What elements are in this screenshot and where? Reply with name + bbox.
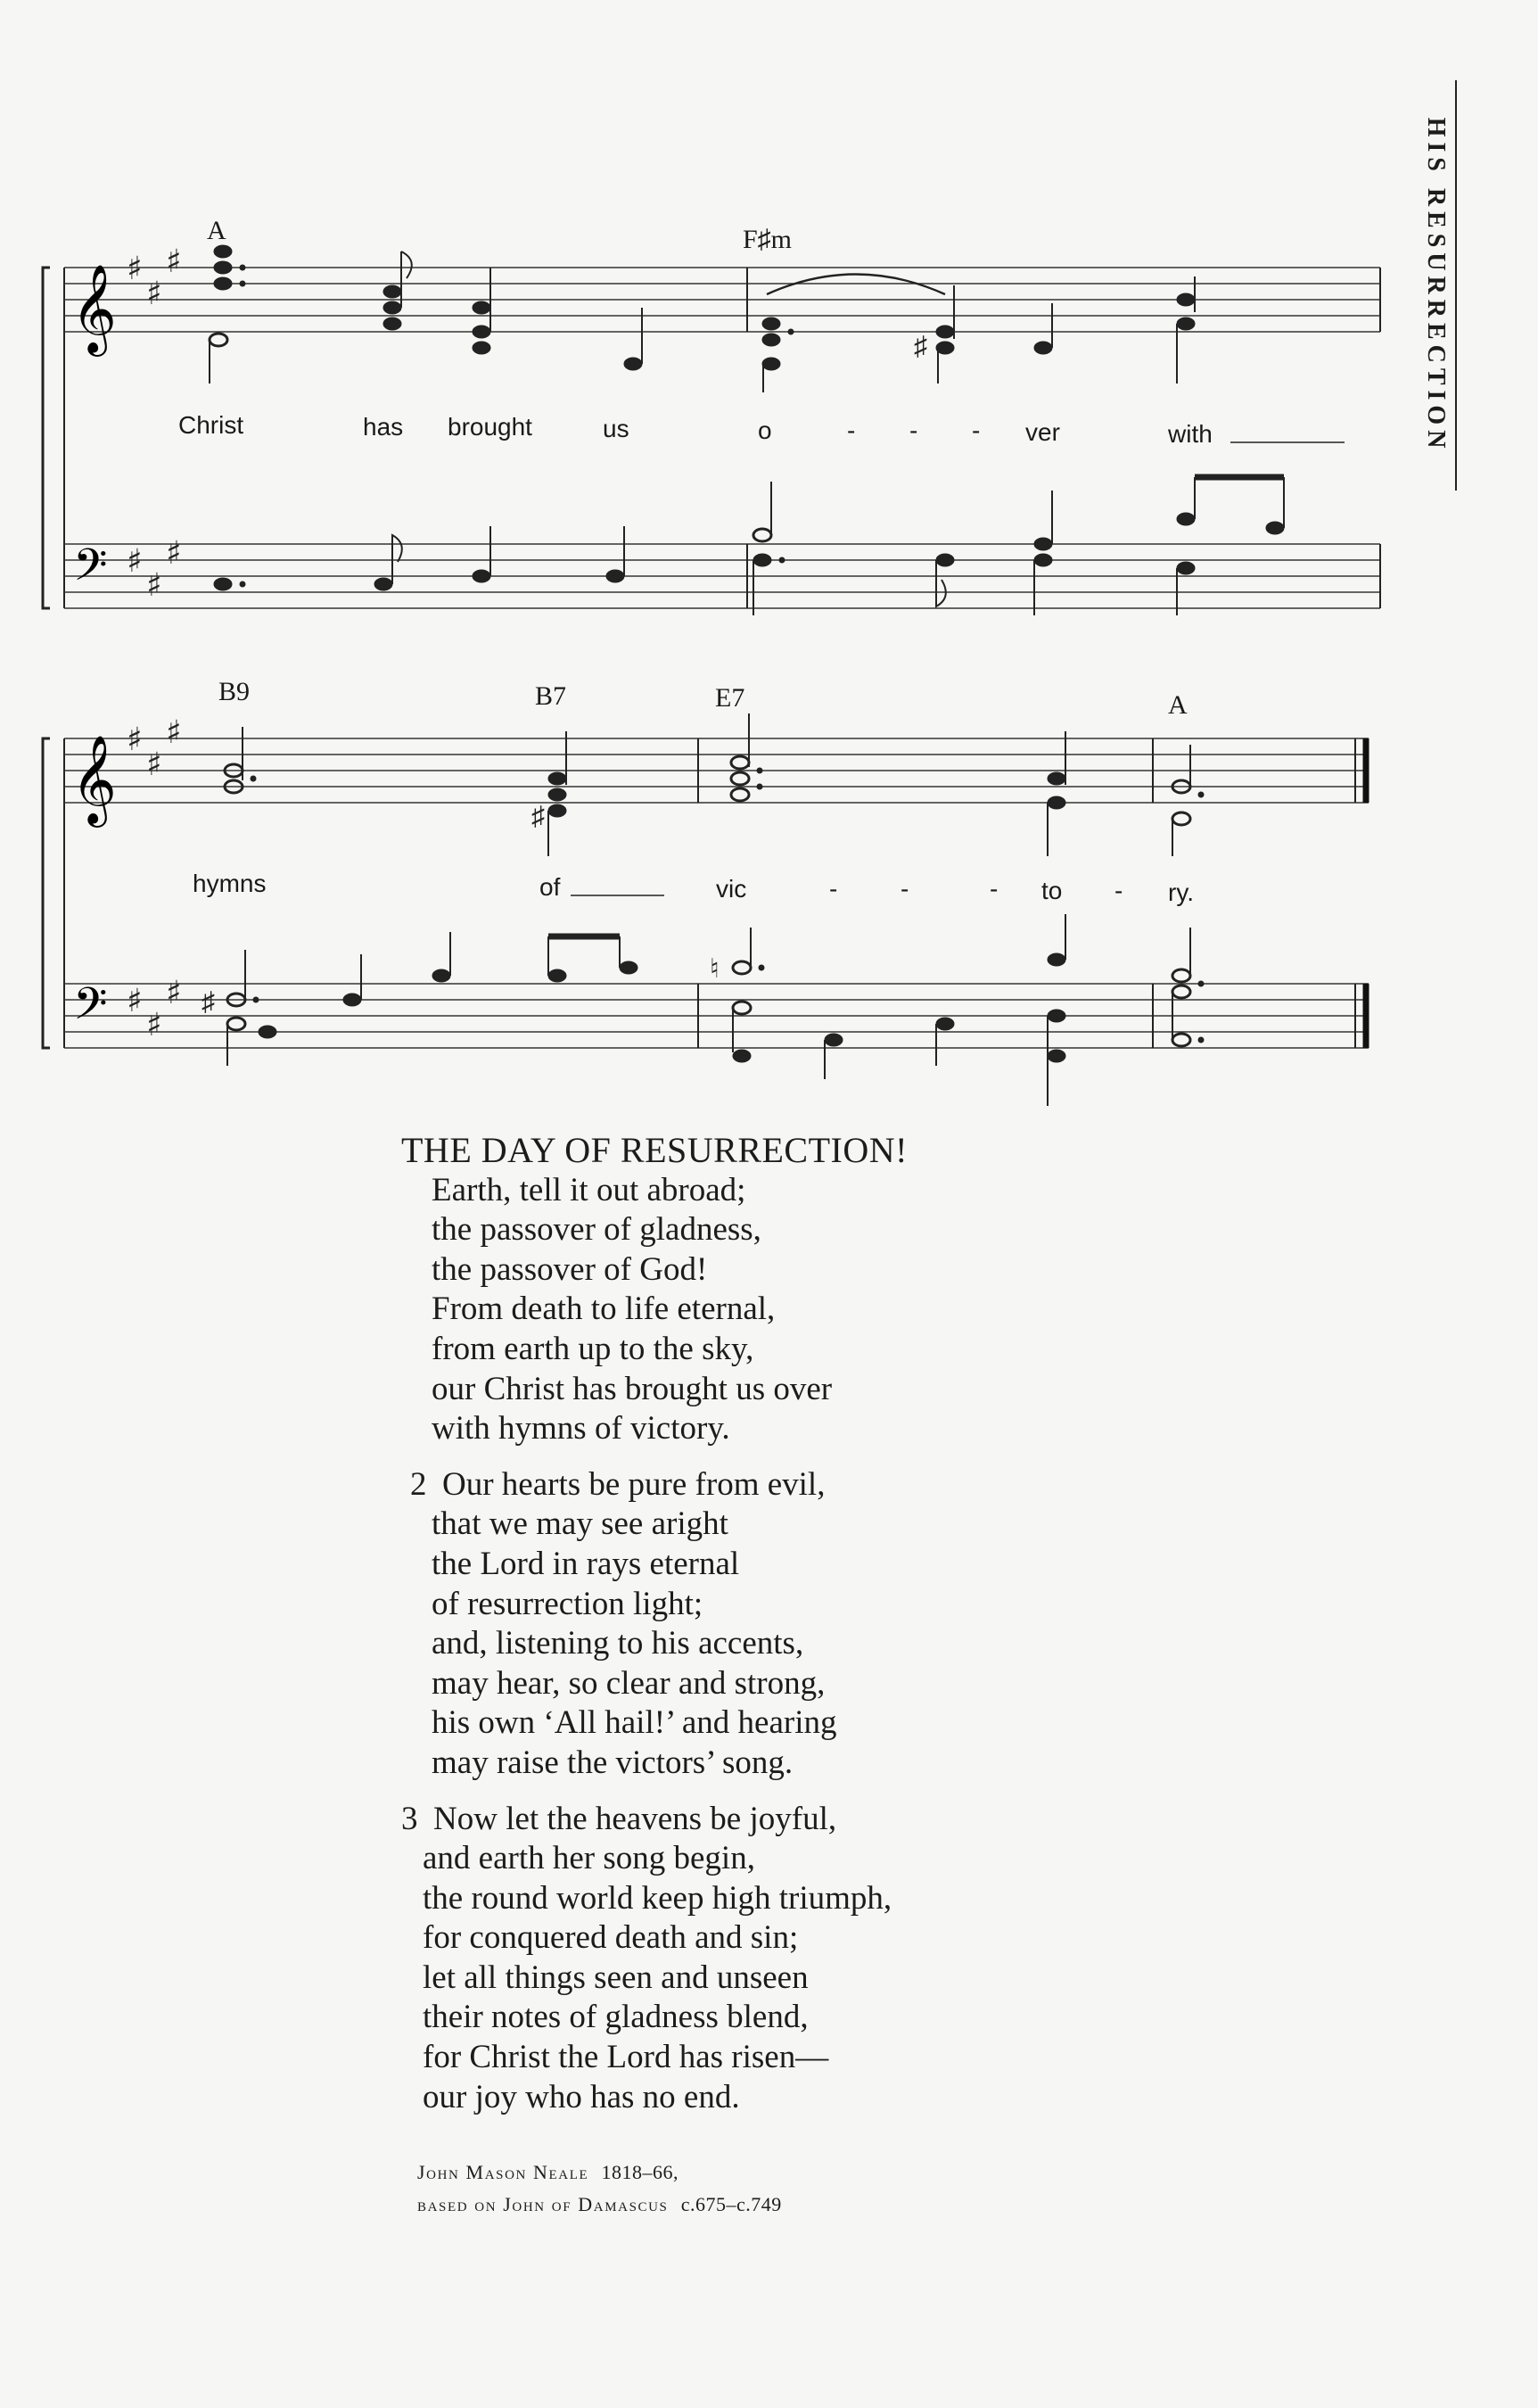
lyric-syllable: -	[847, 416, 856, 444]
verse-line: may raise the victors’ song.	[432, 1744, 794, 1781]
svg-text:♯: ♯	[127, 251, 143, 287]
lyric-syllable: has	[363, 413, 404, 441]
svg-text:♯: ♯	[166, 243, 182, 280]
lyric-syllable: -	[1114, 877, 1123, 904]
system-2-brace	[43, 738, 50, 1048]
lyric-syllable: hymns	[193, 870, 267, 897]
chord-symbol: E7	[715, 683, 745, 713]
verse-line: and earth her song begin,	[423, 1840, 755, 1877]
key-signature-bass-2	[127, 975, 181, 1043]
lyric-syllable: us	[603, 415, 629, 442]
svg-text:♯: ♯	[146, 567, 162, 604]
bass-notes-1	[214, 477, 1284, 615]
lyric-syllable: with	[1168, 420, 1213, 448]
svg-text:♯: ♯	[146, 1007, 162, 1043]
verse-line: the passover of gladness,	[432, 1211, 761, 1249]
attribution	[417, 2156, 782, 2221]
verse-line: may hear, so clear and strong,	[432, 1664, 826, 1702]
key-signature-treble-1	[127, 243, 181, 312]
verse-line: for Christ the Lord has risen—	[423, 2039, 829, 2076]
chord-symbol: A	[207, 216, 226, 245]
verse-line: the round world keep high triumph,	[423, 1879, 892, 1917]
bass-clef-icon: 𝄢	[73, 540, 108, 602]
svg-text:♯: ♯	[146, 276, 162, 312]
verse-line: their notes of gladness blend,	[423, 1999, 809, 2036]
verse-2	[401, 1465, 1025, 1784]
svg-text:♮: ♮	[710, 954, 720, 984]
lyric-syllable: to	[1041, 877, 1063, 904]
hymn-title: THE DAY OF RESURRECTION!	[401, 1130, 908, 1170]
verse-line: his own ‘All hail!’ and hearing	[432, 1704, 837, 1742]
treble-clef-icon: 𝄞	[71, 735, 117, 824]
svg-text:♯: ♯	[166, 535, 182, 572]
lyric-syllable: -	[972, 416, 981, 444]
author-dates: 1818–66,	[601, 2161, 679, 2183]
verse-line: from earth up to the sky,	[432, 1330, 754, 1367]
key-signature-treble-2	[127, 714, 181, 783]
verse-line: Now let the heavens be joyful,	[433, 1800, 837, 1837]
treble-staff-2	[64, 738, 1369, 803]
hymn-text	[401, 1131, 1025, 2117]
lyric-syllable: o	[758, 416, 772, 444]
verse-line: for conquered death and sin;	[423, 1919, 799, 1957]
music-score	[0, 0, 1538, 1106]
verse-line: Earth, tell it out abroad;	[432, 1171, 746, 1208]
source-text: based on John of Damascus	[417, 2193, 669, 2215]
verse-line: Our hearts be pure from evil,	[442, 1465, 826, 1503]
verse-number: 2	[410, 1465, 427, 1503]
lyric-syllable: ry.	[1168, 878, 1195, 906]
lyric-syllable: Christ	[178, 411, 244, 439]
svg-text:♯: ♯	[531, 802, 545, 831]
system-1	[43, 216, 1380, 615]
verse-line: From death to life eternal,	[432, 1291, 776, 1328]
system-2	[43, 677, 1369, 1106]
chord-symbol: F♯m	[743, 225, 793, 254]
svg-text:♯: ♯	[127, 543, 143, 580]
verse-line: of resurrection light;	[432, 1585, 703, 1622]
verse-number: 3	[401, 1800, 418, 1837]
svg-text:♯: ♯	[127, 983, 143, 1019]
verse-1	[401, 1171, 1025, 1449]
svg-text:♯: ♯	[127, 722, 143, 758]
verse-line: our Christ has brought us over	[432, 1370, 833, 1407]
lyric-syllable: brought	[448, 413, 532, 441]
lyric-syllable: ver	[1025, 418, 1060, 446]
verse-line: the passover of God!	[432, 1250, 708, 1288]
system-1-brace	[43, 268, 50, 608]
verse-line: that we may see aright	[432, 1505, 728, 1543]
svg-text:♯: ♯	[166, 975, 182, 1011]
key-signature-bass-1	[127, 535, 181, 604]
section-tab-label: HIS RESURRECTION	[1422, 117, 1450, 454]
svg-text:♯: ♯	[146, 746, 162, 783]
svg-text:♯: ♯	[202, 987, 215, 1017]
lyric-syllable: -	[829, 875, 838, 903]
verse-3	[401, 1800, 1025, 2118]
lyric-syllable: of	[539, 873, 561, 901]
verse-line: the Lord in rays eternal	[432, 1545, 740, 1582]
lyric-syllable: -	[901, 875, 909, 903]
verse-line: let all things seen and unseen	[423, 1959, 809, 1996]
chord-symbol: A	[1168, 690, 1188, 720]
chord-symbol: B9	[218, 677, 251, 706]
lyric-syllable: vic	[716, 875, 747, 903]
lyric-syllable: -	[990, 875, 999, 903]
verse-line: and, listening to his accents,	[432, 1625, 804, 1662]
treble-clef-icon: 𝄞	[71, 264, 117, 353]
verse-line: our joy who has no end.	[423, 2078, 740, 2115]
treble-notes-2	[225, 713, 1204, 856]
lyric-syllable: -	[909, 416, 918, 444]
bass-staff-1	[64, 544, 1380, 608]
verse-line: with hymns of victory.	[432, 1410, 730, 1447]
svg-text:♯: ♯	[914, 332, 927, 361]
author-name: John Mason Neale	[417, 2161, 589, 2183]
bass-clef-icon: 𝄢	[73, 978, 108, 1041]
svg-text:♯: ♯	[166, 714, 182, 751]
chord-symbol: B7	[535, 681, 567, 711]
source-dates: c.675–c.749	[680, 2193, 782, 2215]
bass-notes-2	[202, 914, 1204, 1106]
